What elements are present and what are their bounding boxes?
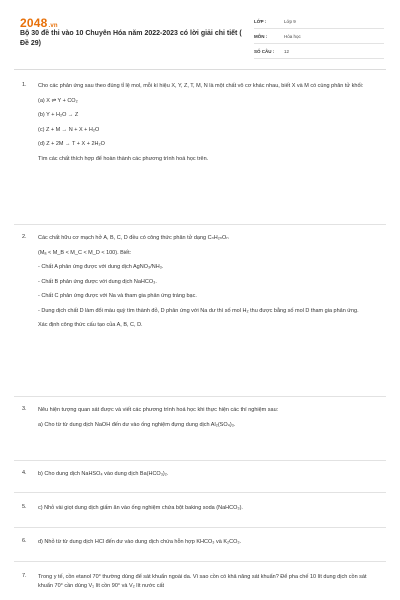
reaction-d: (d) Z + 2M → T + X + 2H₂O (38, 141, 105, 147)
meta-key: SỐ CÂU : (254, 48, 275, 54)
question-number: 7. (22, 573, 27, 579)
question-number: 3. (22, 406, 27, 412)
reaction-c: (c) Z + M → N + X + H₂O (38, 126, 100, 133)
question-separator (14, 396, 386, 397)
question-task: Xác định công thức cấu tạo của A, B, C, D. (38, 322, 143, 328)
question-item: d) Nhỏ từ từ dung dịch HCl đến dư vào dung dịch chứa hỗn hợp KHCO₃ và K₂CO₃. (38, 539, 242, 545)
fact-d: - Dung dịch chất D làm đổi màu quỳ tím thành đỏ, D phản ứng với Na dư thì số mol H₂ thu được bằng số mol D tham gia phản ứng. (38, 307, 359, 314)
logo-text: 2048 (20, 16, 48, 30)
fact-c: - Chất C phản ứng được với Na và tham gia phản ứng tráng bạc. (38, 293, 197, 299)
meta-value: Lớp 9 (284, 18, 296, 24)
question-separator (14, 561, 386, 562)
question-number: 2. (22, 234, 27, 240)
question-number: 6. (22, 538, 27, 544)
question-3 (22, 406, 382, 431)
question-number: 1. (22, 82, 27, 88)
meta-value: 12 (284, 48, 290, 54)
question-separator (14, 224, 386, 225)
meta-row-class (254, 14, 384, 29)
question-item: b) Cho dung dịch NaHSO₄ vào dung dịch Ba(HCO₃)₂. (38, 471, 169, 477)
question-5 (22, 504, 382, 515)
question-intro: Các chất hữu cơ mạch hở A, B, C, D đều có công thức phân tử dạng CₙH₂ₙOₙ (38, 235, 229, 241)
question-intro: Trong y tế, cồn etanol 70° thường dùng để sát khuẩn ngoài da. Vì sao cồn có khả năng sát khuẩn? Để pha chế 10 lít dung dịch cồn sát khuẩn 70° cần dùng V₁ lít cồn 90° và V₂ lít nước cất (38, 574, 367, 589)
meta-value: Hóa học (284, 33, 301, 39)
question-intro: Cho các phản ứng sau theo đúng tỉ lệ mol, mỗi kí hiệu X, Y, Z, T, M, N là một chất vô cơ khác nhau, biết X và M có cùng phân tử khối: (38, 83, 364, 89)
document-meta (254, 14, 384, 59)
question-7 (22, 573, 382, 592)
meta-key: LỚP : (254, 18, 267, 24)
question-item: a) Cho từ từ dung dịch NaOH đến dư vào ống nghiệm đựng dung dịch Al₂(SO₄)₃. (38, 421, 236, 428)
question-2 (22, 234, 382, 332)
document-header (0, 0, 400, 64)
fact-b: - Chất B phản ứng được với dung dịch NaHCO₃. (38, 278, 157, 285)
reaction-b: (b) Y + H₂O → Z (38, 112, 79, 118)
question-separator (14, 527, 386, 528)
question-1 (22, 82, 382, 165)
question-separator (14, 492, 386, 493)
question-number: 5. (22, 504, 27, 510)
question-4 (22, 470, 382, 481)
question-number: 4. (22, 470, 27, 476)
fact-a: - Chất A phản ứng được với dung dịch AgNO₃/NH₃. (38, 264, 164, 270)
meta-row-subject (254, 29, 384, 44)
document-title: Bộ 30 đề thi vào 10 Chuyên Hóa năm 2022-2023 có lời giải chi tiết ( Đề 29) (20, 30, 242, 47)
question-condition: (Mₐ < M_B < M_C < M_D < 100). Biết: (38, 249, 132, 256)
meta-row-question-count (254, 44, 384, 59)
meta-key: MÔN : (254, 33, 268, 39)
question-task: Tìm các chất thích hợp để hoàn thành các phương trình hoá học trên. (38, 155, 209, 162)
logo-suffix: .vn (48, 23, 58, 29)
header-divider (14, 69, 386, 70)
question-item: c) Nhỏ vài giọt dung dịch giấm ăn vào ống nghiệm chứa bột baking soda (NaHCO₃). (38, 505, 243, 511)
question-intro: Nêu hiện tượng quan sát được và viết các phương trình hoá học khi thực hiện các thí nghiệm sau: (38, 407, 279, 413)
question-6 (22, 538, 382, 549)
site-logo[interactable] (20, 16, 58, 30)
reaction-a: (a) X ⇌ Y + CO₂ (38, 97, 78, 104)
question-separator (14, 460, 386, 461)
